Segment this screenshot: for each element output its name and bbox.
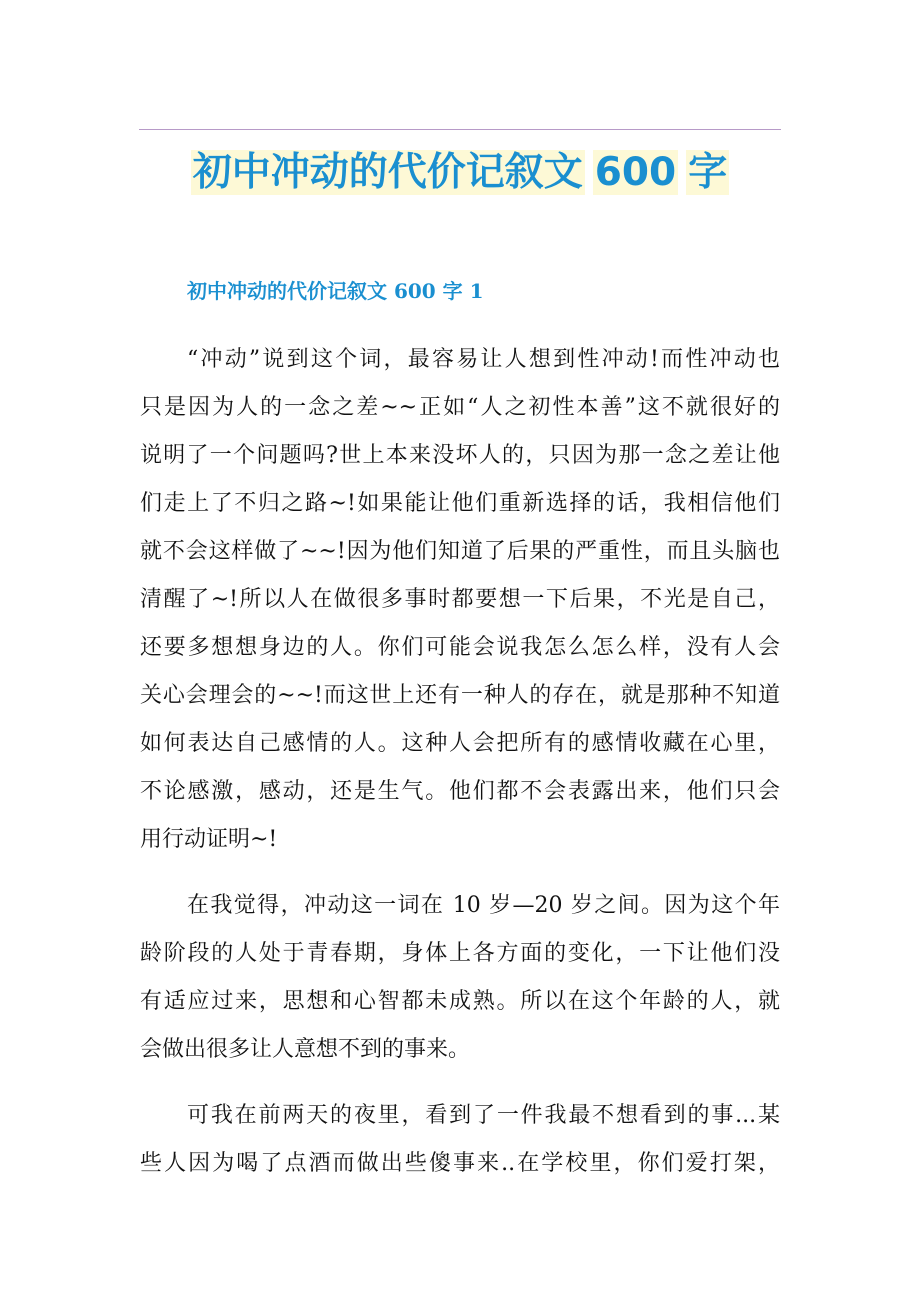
paragraph-line: 些人因为喝了点酒而做出些傻事来..在学校里，你们爱打架， bbox=[140, 1151, 780, 1176]
paragraph-line: 会做出很多让人意想不到的事来。 bbox=[140, 1037, 471, 1062]
paragraph-line: 可我在前两天的夜里，看到了一件我最不想看到的事...某 bbox=[187, 1103, 780, 1128]
paragraph-line: 说明了一个问题吗?世上本来没坏人的，只因为那一念之差让他 bbox=[140, 443, 780, 468]
paragraph-line: 关心会理会的~~!而这世上还有一种人的存在，就是那种不知道 bbox=[140, 683, 780, 708]
paragraph-line: 不论感激，感动，还是生气。他们都不会表露出来，他们只会 bbox=[140, 779, 780, 804]
section-heading: 初中冲动的代价记叙文 600 字 1 bbox=[187, 279, 484, 303]
document-title bbox=[0, 146, 920, 200]
paragraph-line: 龄阶段的人处于青春期，身体上各方面的变化，一下让他们没 bbox=[140, 941, 780, 966]
paragraph-line: 如何表达自己感情的人。这种人会把所有的感情收藏在心里， bbox=[140, 731, 780, 756]
paragraph-3 bbox=[140, 1092, 780, 1188]
title-part-number: 600 bbox=[594, 150, 677, 195]
paragraph-line: 就不会这样做了~~!因为他们知道了后果的严重性，而且头脑也 bbox=[140, 539, 780, 564]
title-part-text: 初中冲动的代价记叙文 bbox=[192, 150, 583, 195]
top-divider bbox=[139, 129, 781, 130]
paragraph-1 bbox=[140, 336, 780, 864]
paragraph-line: 们走上了不归之路~!如果能让他们重新选择的话，我相信他们 bbox=[140, 491, 780, 516]
paragraph-line: “冲动”说到这个词，最容易让人想到性冲动!而性冲动也 bbox=[187, 347, 780, 372]
paragraph-line: 只是因为人的一念之差~~正如“人之初性本善”这不就很好的 bbox=[140, 395, 780, 420]
paragraph-line: 用行动证明~! bbox=[140, 827, 278, 852]
paragraph-line: 有适应过来，思想和心智都未成熟。所以在这个年龄的人，就 bbox=[140, 989, 780, 1014]
paragraph-line: 在我觉得，冲动这一词在 10 岁—20 岁之间。因为这个年 bbox=[187, 893, 780, 918]
paragraph-2 bbox=[140, 882, 780, 1074]
paragraph-line: 清醒了~!所以人在做很多事时都要想一下后果，不光是自己， bbox=[140, 587, 780, 612]
paragraph-line: 还要多想想身边的人。你们可能会说我怎么怎么样，没有人会 bbox=[140, 635, 780, 660]
title-part-unit: 字 bbox=[688, 150, 728, 195]
